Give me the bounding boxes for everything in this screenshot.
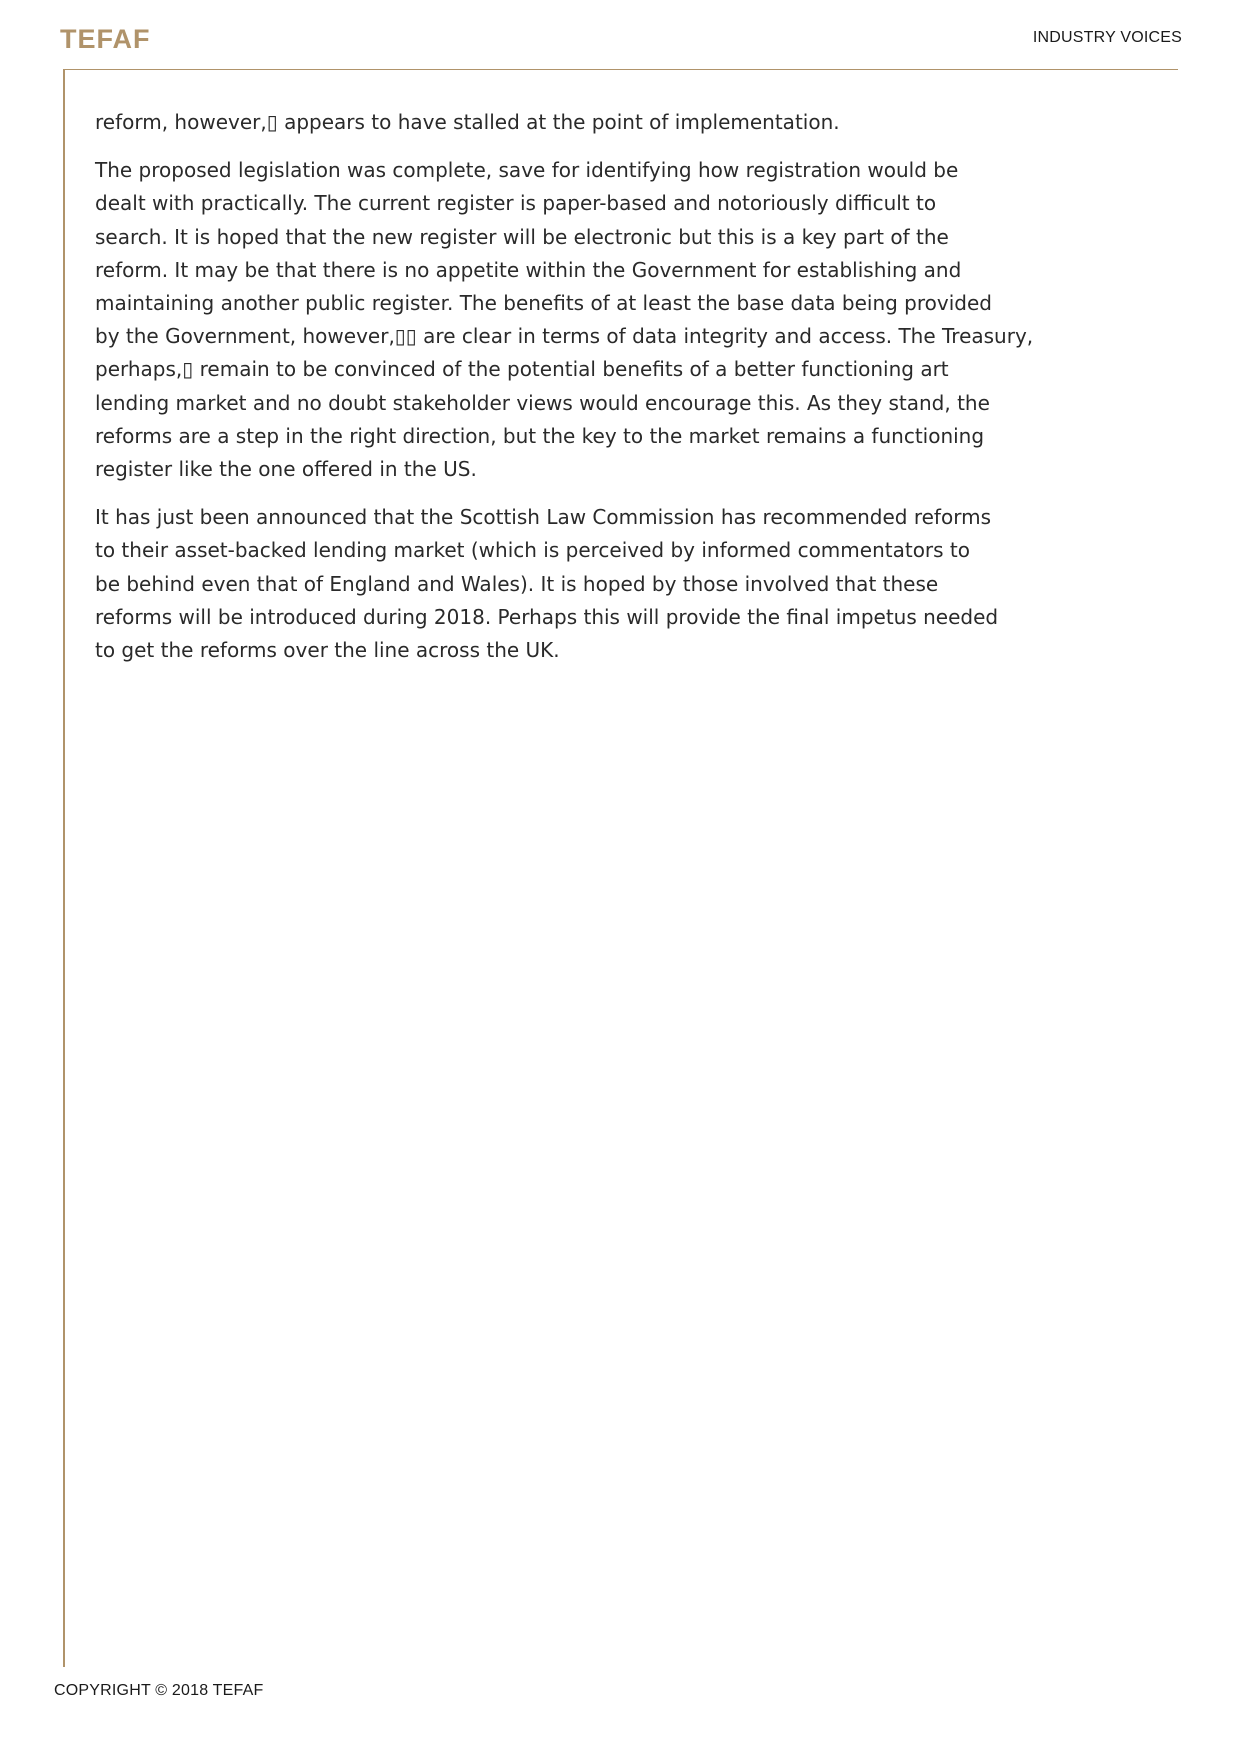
article-body <box>95 106 1035 682</box>
logo: TEFAF <box>60 24 151 54</box>
paragraph: The proposed legislation was complete, save for identifying how registration would be dealt with practically. The current register is paper-based and notoriously difficult to search. It is hoped that the new register will be electronic but this is a key part of the reform. It may be that there is no appetite within the Government for establishing and maintaining another public register. The benefits of at least the base data being provided by the Government, however,▯▯ are clear in terms of data integrity and access. The Treasury, perhaps,▯ remain to be convinced of the potential benefits of a better functioning art lending market and no doubt stakeholder views would encourage this. As they stand, the reforms are a step in the right direction, but the key to the market remains a functioning register like the one offered in the US. <box>95 158 1034 482</box>
paragraph: It has just been announced that the Scottish Law Commission has recommended reforms to their asset-backed lending market (which is perceived by informed commentators to be behind even that of England and Wales). It is hoped by those involved that these reforms will be introduced during 2018. Perhaps this will provide the final impetus needed to get the reforms over the line across the UK. <box>95 505 999 663</box>
paragraph: reform, however,▯ appears to have stalled at the point of implementation. <box>95 110 840 134</box>
section-label: INDUSTRY VOICES <box>1032 29 1182 46</box>
top-divider <box>63 69 1178 70</box>
left-divider <box>63 69 65 1667</box>
copyright-footer: COPYRIGHT © 2018 TEFAF <box>54 1682 264 1699</box>
